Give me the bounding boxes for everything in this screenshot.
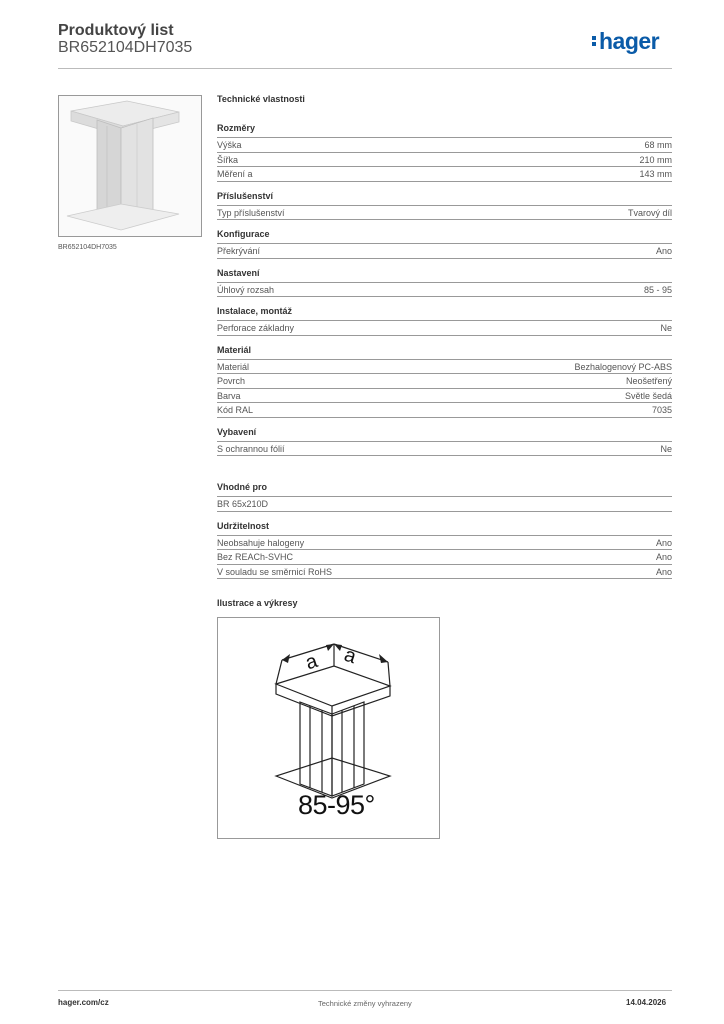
thumbnail-caption: BR652104DH7035 (58, 244, 117, 251)
section-title: Materiál (217, 345, 672, 360)
property-row (217, 550, 672, 565)
footer-website[interactable]: hager.com/cz (58, 998, 109, 1007)
header-divider (58, 68, 672, 69)
property-row (217, 389, 672, 404)
section-title: Vybavení (217, 427, 672, 442)
section-dimensions (217, 123, 672, 182)
logo-text: hager (599, 28, 660, 54)
section-installation (217, 306, 672, 336)
property-label: Materiál (217, 361, 250, 372)
property-row (217, 321, 672, 336)
property-value: Ano (655, 566, 672, 577)
property-label: Neobsahuje halogeny (217, 537, 305, 548)
section-title: Rozměry (217, 123, 672, 138)
section-title: Konfigurace (217, 229, 672, 244)
section-sustainability (217, 521, 672, 580)
property-value: Ano (655, 246, 672, 256)
property-label: BR 65x210D (217, 499, 269, 509)
property-value: Světle šedá (624, 390, 672, 401)
property-row (217, 442, 672, 457)
section-settings (217, 268, 672, 298)
property-row (217, 565, 672, 580)
property-row (217, 153, 672, 168)
property-row (217, 360, 672, 375)
property-row (217, 403, 672, 418)
section-title: Vhodné pro (217, 482, 672, 497)
property-value: 210 mm (639, 154, 672, 165)
property-value: Bezhalogenový PC-ABS (574, 361, 672, 372)
property-row (217, 244, 672, 259)
logo-dots-icon (592, 34, 597, 48)
spacer (217, 465, 672, 482)
property-label: Úhlový rozsah (217, 284, 275, 295)
property-label: V souladu se směrnicí RoHS (217, 566, 333, 577)
angle-range-label: 85-95° (298, 790, 375, 820)
property-row (217, 536, 672, 551)
illustration-title: Ilustrace a výkresy (217, 598, 298, 608)
property-label: Měření a (217, 169, 253, 179)
property-label: Povrch (217, 376, 246, 386)
corner-piece-photo (59, 96, 201, 236)
property-label: Bez REACh-SVHC (217, 552, 294, 562)
property-label: Šířka (217, 154, 239, 165)
property-value: Ano (655, 552, 672, 562)
property-label: S ochrannou fólií (217, 443, 285, 454)
property-value: 143 mm (639, 169, 672, 179)
section-title: Nastavení (217, 268, 672, 283)
product-code: BR652104DH7035 (58, 39, 193, 56)
property-label: Kód RAL (217, 405, 254, 415)
property-row (217, 374, 672, 389)
property-value: 7035 (651, 405, 672, 415)
section-suitable-for (217, 482, 672, 512)
property-value: 68 mm (644, 140, 672, 150)
property-label: Typ příslušenství (217, 207, 285, 218)
product-thumbnail (58, 95, 202, 237)
property-value: Neošetřený (625, 376, 672, 386)
section-configuration (217, 229, 672, 259)
properties-title: Technické vlastnosti (217, 94, 305, 104)
property-row (217, 497, 672, 512)
section-material (217, 345, 672, 418)
property-label: Barva (217, 390, 241, 401)
property-label: Výška (217, 140, 242, 150)
property-row (217, 167, 672, 182)
property-value: Ne (660, 323, 672, 333)
section-title: Udržitelnost (217, 521, 672, 536)
dimension-a-left: a (302, 650, 321, 675)
property-value: Tvarový díl (627, 207, 672, 218)
section-title: Příslušenství (217, 191, 672, 206)
property-row (217, 206, 672, 221)
property-value: 85 - 95 (643, 284, 672, 295)
section-accessories (217, 191, 672, 221)
property-value: Ano (655, 537, 672, 548)
dimension-a-right: a (341, 643, 359, 669)
technical-properties (217, 94, 672, 588)
property-row (217, 283, 672, 298)
property-label: Perforace základny (217, 323, 295, 333)
document-title: Produktový list (58, 22, 174, 39)
property-row (217, 138, 672, 153)
property-value: Ne (660, 443, 672, 454)
property-label: Překrývání (217, 246, 261, 256)
footer-notice: Technické změny vyhrazeny (318, 999, 412, 1008)
section-title: Instalace, montáž (217, 306, 672, 321)
section-equipment (217, 427, 672, 457)
hager-logo (592, 28, 659, 55)
technical-drawing (217, 617, 440, 839)
footer-date: 14.04.2026 (626, 998, 667, 1007)
footer-divider (58, 990, 672, 991)
